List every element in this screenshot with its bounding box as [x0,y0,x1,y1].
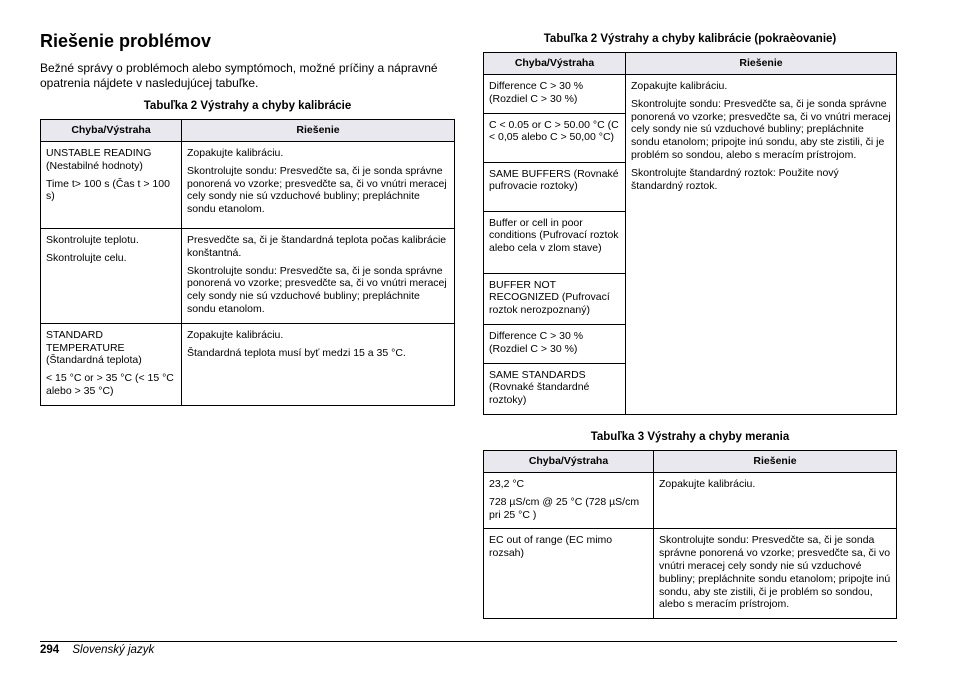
table1-header-solution: Riešenie [182,120,455,142]
table3-header-solution: Riešenie [654,450,897,472]
solution-text: Skontrolujte štandardný roztok: Použite nový štandardný roztok. [631,166,839,192]
error-text: Buffer or cell in poor conditions (Pufrovací roztok alebo cela v zlom stave) [489,216,619,255]
error-text: SAME STANDARDS (Rovnaké štandardné roztoky) [489,368,590,407]
solution-text: Skontrolujte sondu: Presvedčte sa, či je sonda správne ponorená vo vzorke; presvedčte sa, či vo vnútri meracej cely sondy nie sú vzduchové bubliny; prepláchnite sondu etanolom; pripojte inú sondu, aby ste zistili, či je problém so sondou, alebo s meracím prístrojom. [659,534,891,611]
solution-cell [182,229,455,324]
error-text: BUFFER NOT RECOGNIZED (Pufrovací roztok nerozpoznaný) [489,278,610,317]
table-row [484,529,897,619]
error-text: Difference C > 30 % (Rozdiel C > 30 %) [489,329,584,355]
table2-header-error: Chyba/Výstraha [484,53,626,75]
solution-cell [654,529,897,619]
solution-text: Skontrolujte sondu: Presvedčte sa, či je sonda správne ponorená vo vzorke; presvedčte sa, či vo vnútri meracej cely sondy nie sú vzduchové bubliny; prepláchnite sondu etanolom. [187,164,447,216]
solution-cell [182,323,455,405]
error-cell [484,113,626,162]
error-text: Skontrolujte teplotu. [46,234,139,246]
intro-paragraph: Bežné správy o problémoch alebo symptómoch, možné príčiny a nápravné opatrenia nájdete v nasledujúcej tabuľke. [40,61,438,90]
solution-text: Zopakujte kalibráciu. [631,80,728,92]
footer-language: Slovenský jazyk [72,644,155,656]
table2-header-solution: Riešenie [626,53,897,75]
solution-text: Presvedčte sa, či je štandardná teplota počas kalibrácie konštantná. [187,234,447,259]
error-text: Difference C > 30 % (Rozdiel C > 30 %) [489,80,584,105]
error-cell [484,363,626,414]
right-column [483,32,897,619]
error-text: UNSTABLE READING (Nestabilné hodnoty) [46,147,152,172]
calibration-errors-continued-table [483,52,897,415]
table-row [41,323,455,405]
solution-text: Skontrolujte sondu: Presvedčte sa, či je sonda správne ponorená vo vzorke; presvedčte sa, či vo vnútri meracej cely sondy nie sú vzduchové bubliny; prepláchnite sondu etanolom. [187,264,447,315]
footer-divider [40,641,897,642]
solution-text: Zopakujte kalibráciu. [659,477,756,490]
table-row [484,75,897,114]
error-text: STANDARD TEMPERATURE (Štandardná teplota) [46,328,142,367]
error-text: 23,2 °C [489,477,525,490]
page-footer [40,643,154,657]
error-cell [41,229,182,324]
solution-text: Skontrolujte sondu: Presvedčte sa, či je sonda správne ponorená vo vzorke; presvedčte sa, či vo vnútri meracej cely sondy nie sú vzduchové bubliny; prepláchnite sondu etanolom; pripojte inú sondu, aby ste zistili, či je problém so sondou, alebo s meracím prístrojom. [631,97,891,161]
left-column [40,30,455,406]
table3-caption: Tabuľka 3 Výstrahy a chyby merania [590,430,790,443]
error-text: Skontrolujte celu. [46,251,127,264]
solution-text: Štandardná teplota musí byť medzi 15 a 35 °C. [187,346,406,359]
error-cell [41,142,182,229]
table-row [484,472,897,528]
solution-cell [182,142,455,229]
table-row [41,229,455,324]
error-cell [484,162,626,211]
error-text: EC out of range (EC mimo rozsah) [489,534,613,560]
solution-text: Zopakujte kalibráciu. [187,147,284,159]
error-text: SAME BUFFERS (Rovnaké pufrovacie roztoky) [489,167,619,193]
error-cell [484,324,626,363]
measurement-errors-table [483,450,897,619]
page-number: 294 [40,644,60,656]
calibration-errors-table [40,119,455,406]
solution-text: Zopakujte kalibráciu. [187,328,284,341]
table1-caption: Tabuľka 2 Výstrahy a chyby kalibrácie [143,100,352,112]
error-cell [484,472,654,528]
error-cell [484,75,626,114]
error-cell [41,323,182,405]
error-cell [484,273,626,324]
solution-cell [626,75,897,415]
error-text: C < 0.05 or C > 50.00 °C (C < 0,05 alebo C > 50,00 °C) [489,118,619,144]
error-cell [484,529,654,619]
error-text: Time t> 100 s (Čas t > 100 s) [46,177,170,203]
error-text: < 15 °C or > 35 °C (< 15 °C alebo > 35 °C) [46,372,174,397]
solution-cell [654,472,897,528]
table2-caption: Tabuľka 2 Výstrahy a chyby kalibrácie (pokraèovanie) [543,33,837,45]
error-text: 728 µS/cm @ 25 °C (728 µS/cm pri 25 °C ) [489,495,640,521]
table1-header-error: Chyba/Výstraha [41,120,182,142]
table-row [41,142,455,229]
page-title: Riešenie problémov [40,31,212,51]
table3-header-error: Chyba/Výstraha [484,450,654,472]
error-cell [484,211,626,273]
